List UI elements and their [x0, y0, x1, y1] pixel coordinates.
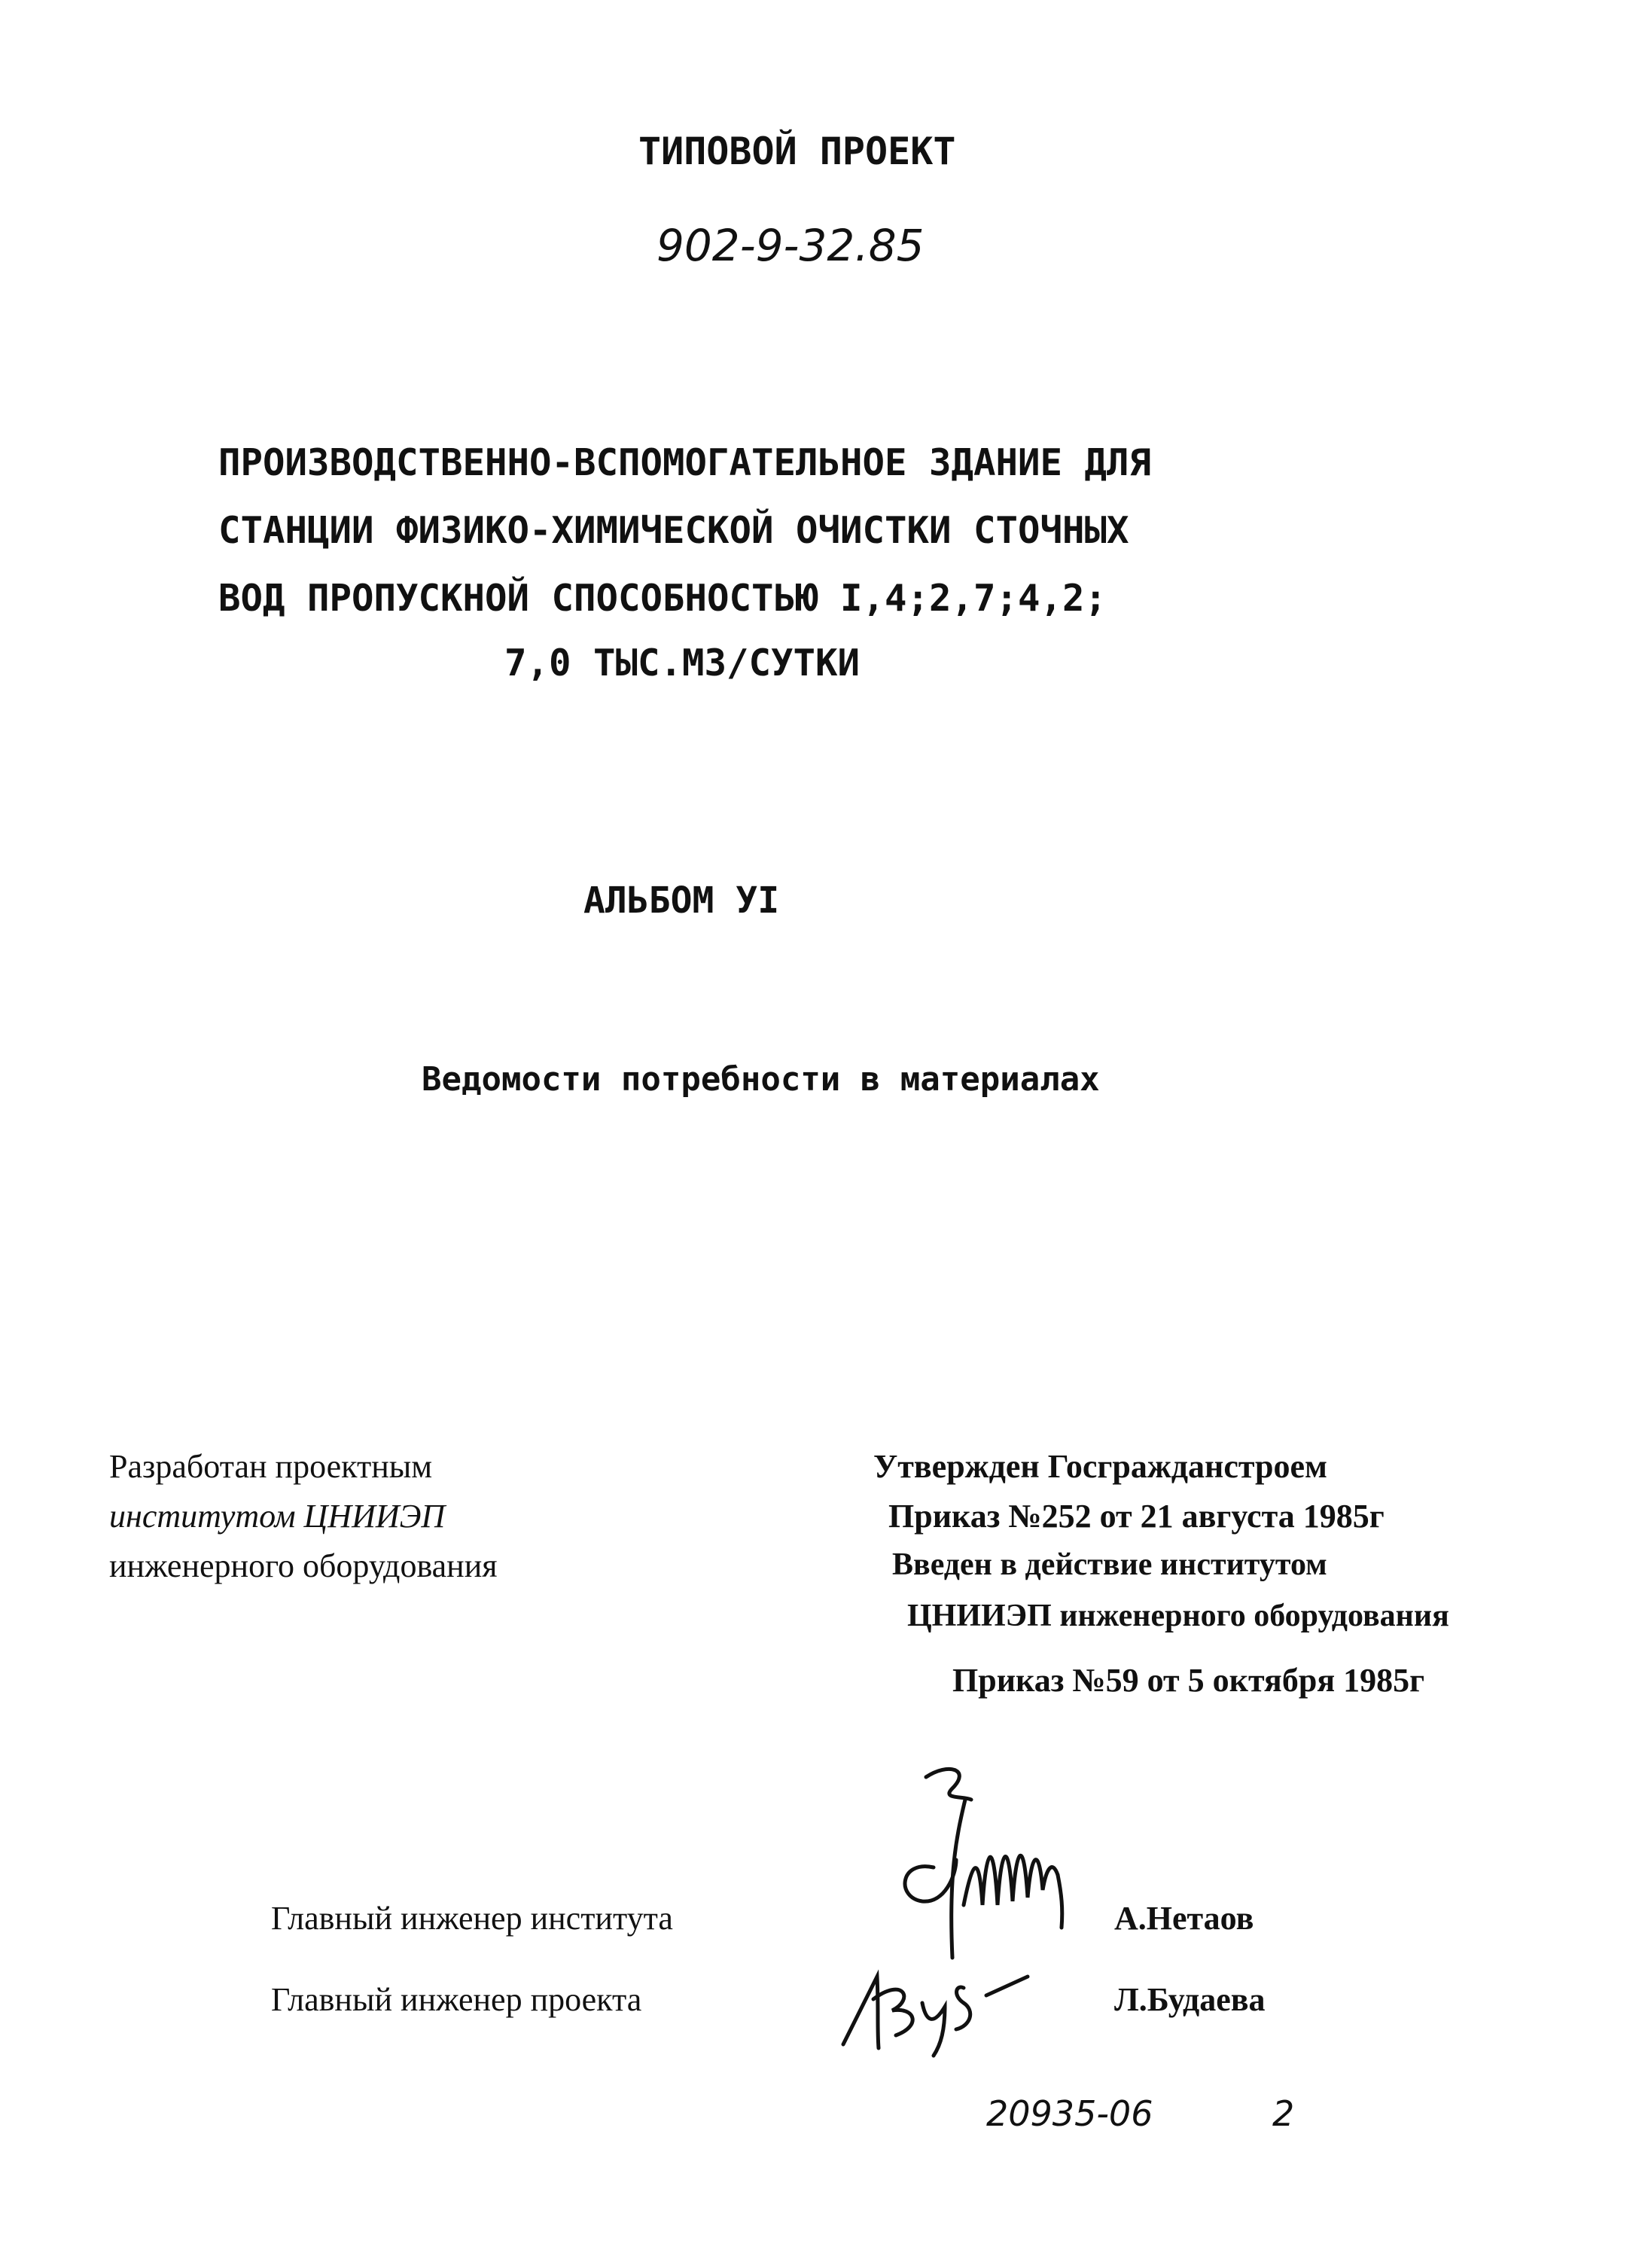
title-line-4: 7,0 ТЫС.М3/СУТКИ [504, 642, 861, 684]
signature-name-2: Л.Будаева [1114, 1981, 1266, 2018]
handwritten-signature-1 [881, 1754, 1084, 1973]
title-line-1: ПРОИЗВОДСТВЕННО-ВСПОМОГАТЕЛЬНОЕ ЗДАНИЕ ДЛЯ [218, 441, 1152, 484]
developer-line-3: инженерного оборудования [109, 1547, 498, 1584]
approval-line-5: Приказ №59 от 5 октября 1985г [952, 1662, 1425, 1699]
approval-line-2: Приказ №252 от 21 августа 1985г [888, 1498, 1385, 1535]
developer-line-1: Разработан проектным [109, 1448, 433, 1485]
project-number: 902-9-32.85 [656, 220, 925, 271]
handwritten-signature-2 [832, 1946, 1050, 2059]
approval-line-3: Введен в действие институтом [892, 1547, 1327, 1582]
developer-line-2: институтом ЦНИИЭП [109, 1498, 446, 1535]
title-line-2: СТАНЦИИ ФИЗИКО-ХИМИЧЕСКОЙ ОЧИСТКИ СТОЧНЫХ [218, 509, 1129, 552]
inventory-number: 20935-06 [986, 2093, 1153, 2134]
album-subtitle: Ведомости потребности в материалах [422, 1060, 1100, 1099]
signature-role-2: Главный инженер проекта [271, 1981, 642, 2018]
signature-role-1: Главный инженер института [271, 1900, 673, 1937]
approval-line-4: ЦНИИЭП инженерного оборудования [907, 1599, 1449, 1633]
album-label: АЛЬБОМ УI [583, 879, 780, 922]
page-number: 2 [1272, 2093, 1295, 2134]
title-line-3: ВОД ПРОПУСКНОЙ СПОСОБНОСТЬЮ I,4;2,7;4,2; [218, 577, 1107, 620]
approval-line-1: Утвержден Госгражданстроем [873, 1448, 1327, 1485]
signature-name-1: А.Нетаов [1114, 1900, 1254, 1937]
series-label: ТИПОВОЙ ПРОЕКТ [638, 130, 956, 173]
